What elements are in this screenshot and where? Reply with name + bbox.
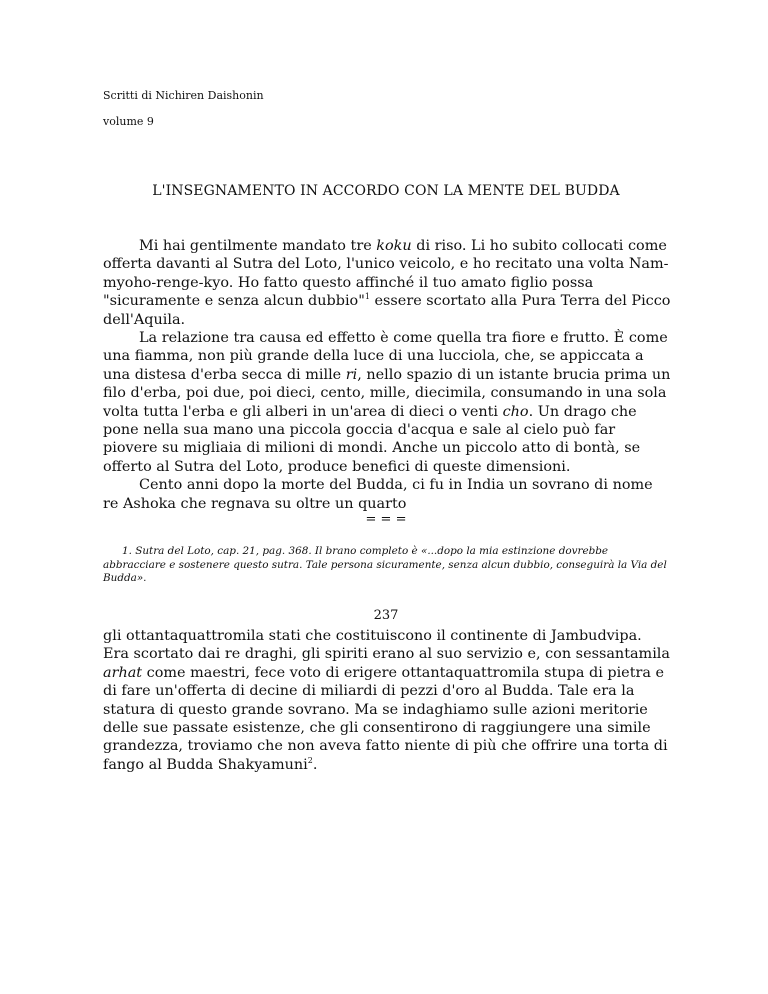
paragraph-1-text-b: di riso. Li ho subito collocati come offerta davanti al Sutra del Loto, l'unico veicolo, e ho recitato una volta Nam-myoho-renge-kyo. Ho fatto questo affinché il tuo amato figlio possa "sicuramente e senza alcun dubbio" — [103, 238, 669, 310]
paragraph-3-text-a: Cento anni dopo la morte del Budda, ci fu in India un sovrano di nome re Ashoka che regnava su oltre un quarto — [103, 477, 653, 512]
paragraph-4-text-c: . — [312, 756, 318, 773]
series-header: Scritti di Nichiren Daishonin — [103, 89, 264, 102]
body-text-page-238 — [103, 627, 671, 774]
body-text-page-237 — [103, 237, 671, 513]
section-separator: = = = — [365, 512, 407, 527]
paragraph-2-text-a: La relazione tra causa ed effetto è come quella tra fiore e frutto. È come una fiamma, non più grande della luce di una lucciola, che, se appiccata a una distesa d'erba secca di mille — [103, 330, 668, 383]
paragraph-4-text-b: come maestri, fece voto di erigere ottantaquattromila stupa di pietra e di fare un'offerta di decine di miliardi di pezzi d'oro al Budda. Tale era la statura di questo grande sovrano. Ma se indaghiamo sulle azioni meritorie delle sue passate esistenze, che gli consentirono di raggiungere una simile grandezza, troviamo che non aveva fatto niente di più che offrire una torta di fango al Budda Shakyamuni — [103, 664, 668, 773]
footnote-ref-1: 1 — [364, 292, 370, 302]
term-cho: cho — [502, 403, 529, 420]
document-title: L'INSEGNAMENTO IN ACCORDO CON LA MENTE DEL BUDDA — [152, 183, 620, 199]
paragraph-2-text-c: . Un drago che pone nella sua mano una piccola goccia d'acqua e sale al cielo può far piovere su migliaia di milioni di mondi. Anche un piccolo atto di bontà, se offerto al Sutra del Loto, produce benefici di queste dimensioni. — [103, 403, 641, 475]
term-arhat: arhat — [103, 664, 143, 681]
page-number: 237 — [373, 608, 399, 623]
term-koku: koku — [376, 238, 412, 254]
volume-label: volume 9 — [103, 115, 154, 128]
paragraph-4-text-a: gli ottantaquattromila stati che costituiscono il continente di Jambudvipa. Era scortato dai re draghi, gli spiriti erano al suo servizio e, con sessantamila — [103, 628, 670, 663]
paragraph-3 — [103, 476, 671, 513]
footnote-1 — [103, 545, 671, 586]
paragraph-1-text-c: essere scortato alla Pura Terra del Picco dell'Aquila. — [103, 293, 671, 328]
term-ri: ri — [345, 366, 358, 383]
paragraph-1-text-a: Mi hai gentilmente mandato tre — [139, 238, 377, 254]
paragraph-2 — [103, 329, 671, 476]
footnote-ref-2: 2 — [307, 756, 313, 766]
paragraph-4 — [103, 627, 671, 774]
paragraph-1 — [103, 237, 671, 329]
footnote-text: 1. Sutra del Loto, cap. 21, pag. 368. Il brano completo è «...dopo la mia estinzione dovrebbe abbracciare e sostenere questo sutra. Tale persona sicuramente, senza alcun dubbio, conseguirà la Via del Budda». — [103, 545, 667, 584]
paragraph-2-text-b: , nello spazio di un istante brucia prima un filo d'erba, poi due, poi dieci, cento, mille, diecimila, consumando in una sola volta tutta l'erba e gli alberi in un'area di dieci o venti — [103, 366, 671, 420]
